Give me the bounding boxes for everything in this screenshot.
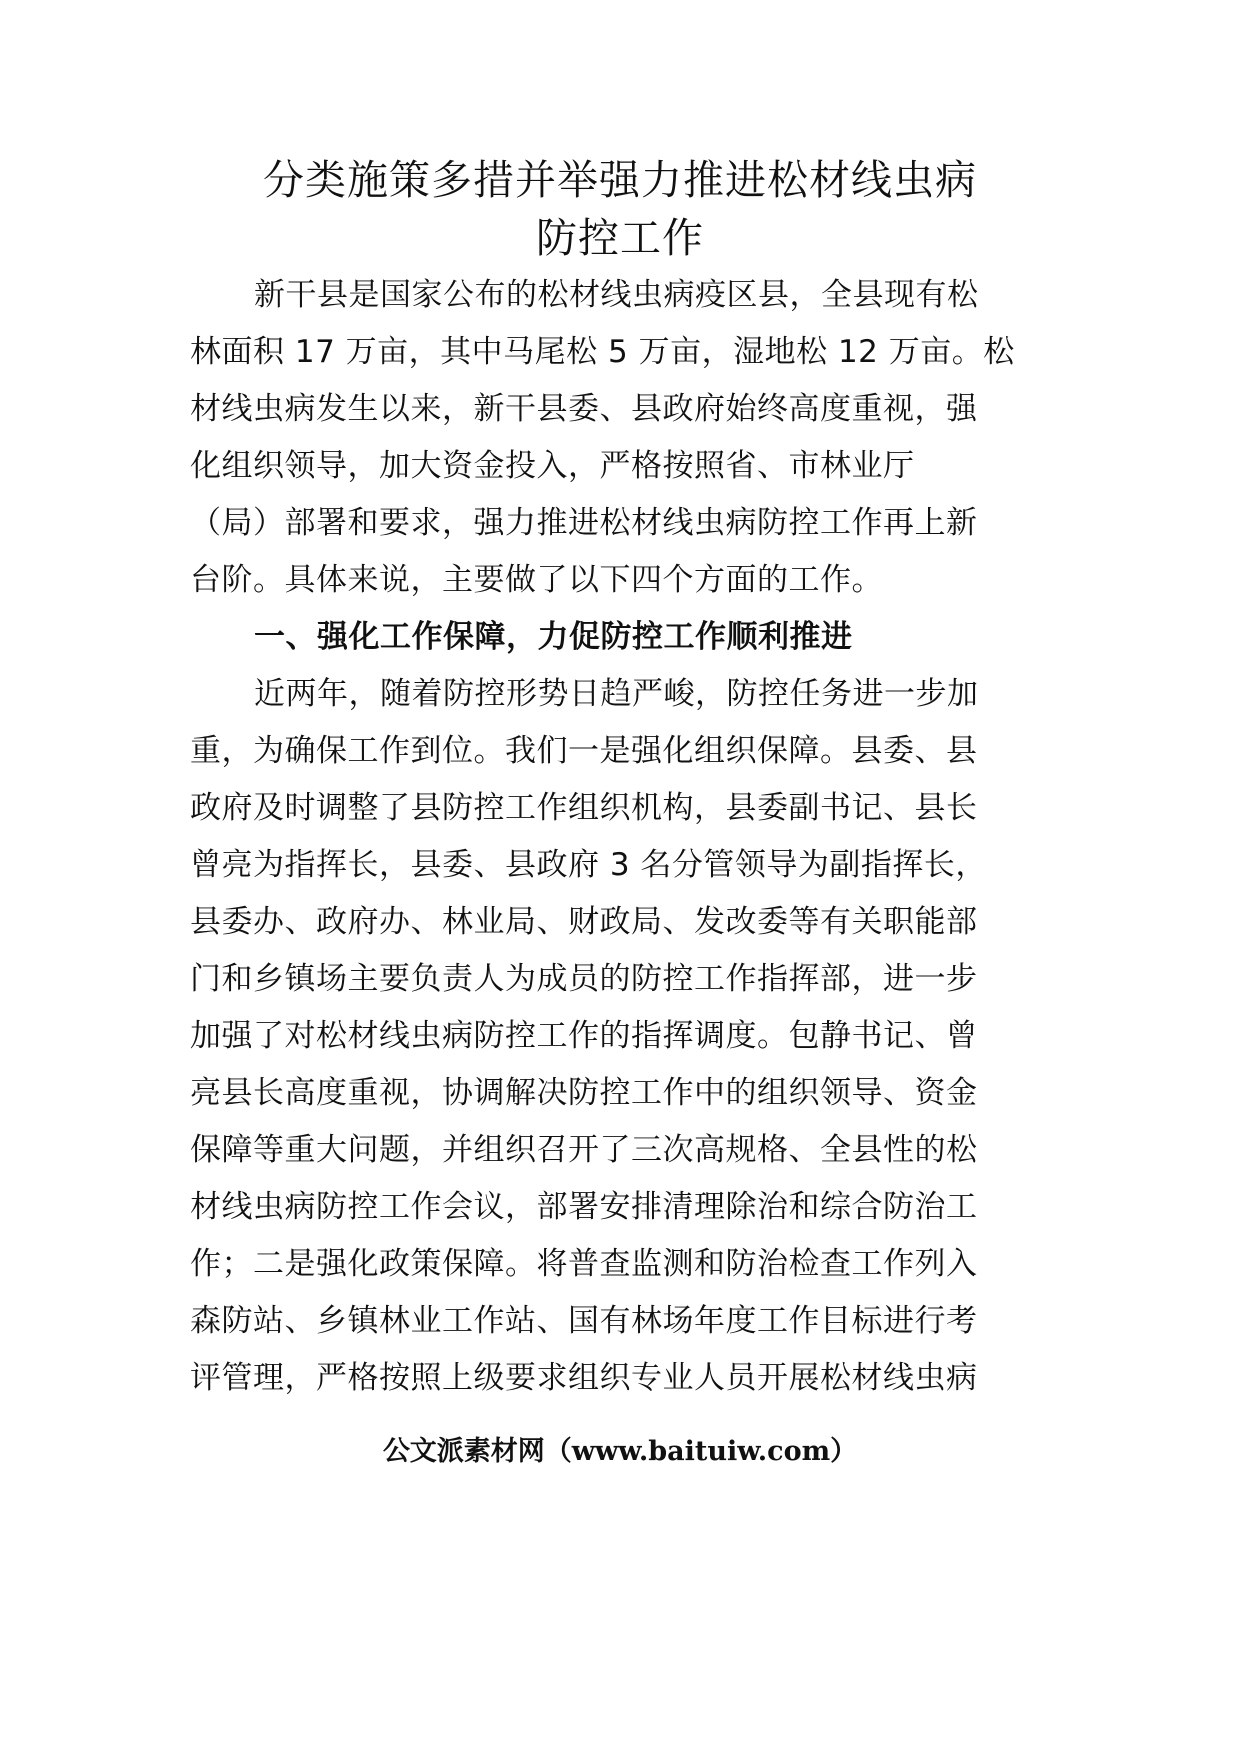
section-heading: 一、强化工作保障，力促防控工作顺利推进 — [254, 619, 853, 655]
paragraph-line: 亮县长高度重视，协调解决防控工作中的组织领导、资金 — [190, 1075, 978, 1111]
document-title-line-1: 分类施策多措并举强力推进松材线虫病 — [263, 156, 977, 204]
paragraph-line: 重，为确保工作到位。我们一是强化组织保障。县委、县 — [190, 733, 978, 769]
paragraph-line: 政府及时调整了县防控工作组织机构，县委副书记、县长 — [190, 790, 978, 826]
paragraph-line: 加强了对松材线虫病防控工作的指挥调度。包静书记、曾 — [190, 1018, 978, 1054]
paragraph-line: （局）部署和要求，强力推进松材线虫病防控工作再上新 — [190, 505, 978, 541]
paragraph-line: 材线虫病防控工作会议，部署安排清理除治和综合防治工 — [190, 1189, 978, 1225]
paragraph-line: 台阶。具体来说，主要做了以下四个方面的工作。 — [190, 562, 883, 598]
paragraph-line: 曾亮为指挥长，县委、县政府 3 名分管领导为副指挥长， — [190, 847, 987, 883]
paragraph-line: 作；二是强化政策保障。将普查监测和防治检查工作列入 — [190, 1246, 978, 1282]
paragraph-line: 门和乡镇场主要负责人为成员的防控工作指挥部，进一步 — [190, 961, 978, 997]
footer-watermark-text: 公文派素材网（www.baituiw.com） — [382, 1436, 858, 1467]
paragraph-line: 评管理，严格按照上级要求组织专业人员开展松材线虫病 — [190, 1360, 978, 1396]
paragraph-line: 保障等重大问题，并组织召开了三次高规格、全县性的松 — [190, 1132, 978, 1168]
paragraph-line: 材线虫病发生以来，新干县委、县政府始终高度重视，强 — [190, 391, 978, 427]
document-title-line-2: 防控工作 — [536, 214, 704, 262]
paragraph-line: 化组织领导，加大资金投入，严格按照省、市林业厅 — [190, 448, 915, 484]
paragraph-line: 县委办、政府办、林业局、财政局、发改委等有关职能部 — [190, 904, 978, 940]
paragraph-line: 近两年，随着防控形势日趋严峻，防控任务进一步加 — [254, 676, 979, 712]
paragraph-line: 新干县是国家公布的松材线虫病疫区县，全县现有松 — [254, 277, 979, 313]
paragraph-line: 林面积 17 万亩，其中马尾松 5 万亩，湿地松 12 万亩。松 — [190, 334, 1015, 370]
paragraph-line: 森防站、乡镇林业工作站、国有林场年度工作目标进行考 — [190, 1303, 978, 1339]
